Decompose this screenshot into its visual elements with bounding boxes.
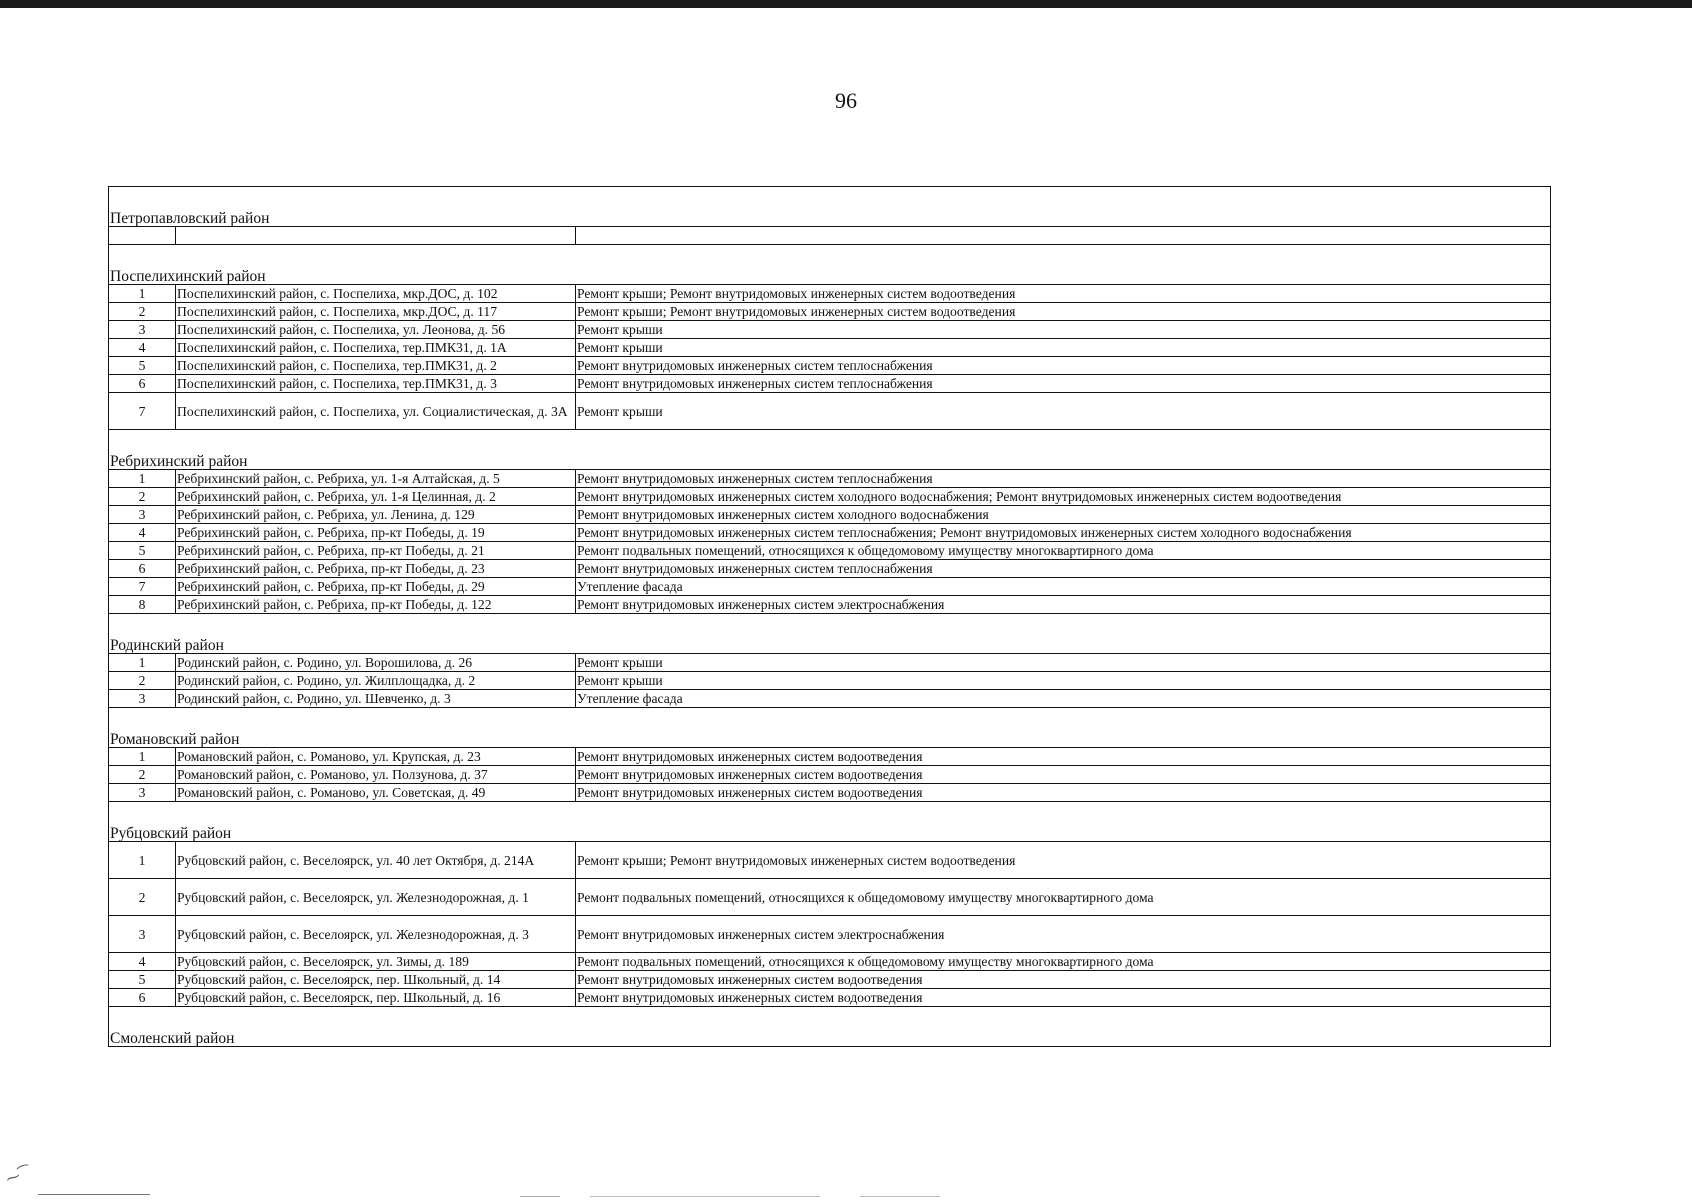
repair-work-type: Ремонт внутридомовых инженерных систем теплоснабжения bbox=[576, 375, 1551, 393]
table-row bbox=[109, 303, 1551, 321]
building-address: Рубцовский район, с. Веселоярск, пер. Школьный, д. 14 bbox=[176, 971, 576, 989]
building-address: Поспелихинский район, с. Поспелиха, ул. Социалистическая, д. 3А bbox=[176, 393, 576, 430]
building-address: Ребрихинский район, с. Ребриха, ул. 1-я Алтайская, д. 5 bbox=[176, 470, 576, 488]
building-address: Родинский район, с. Родино, ул. Ворошилова, д. 26 bbox=[176, 654, 576, 672]
row-number: 7 bbox=[109, 578, 176, 596]
table-row bbox=[109, 596, 1551, 614]
table-row bbox=[109, 971, 1551, 989]
table-row bbox=[109, 690, 1551, 708]
table-row bbox=[109, 393, 1551, 430]
table-row bbox=[109, 470, 1551, 488]
building-address: Рубцовский район, с. Веселоярск, ул. Железнодорожная, д. 1 bbox=[176, 879, 576, 916]
building-address: Ребрихинский район, с. Ребриха, пр-кт Победы, д. 23 bbox=[176, 560, 576, 578]
row-number: 2 bbox=[109, 488, 176, 506]
row-number: 5 bbox=[109, 542, 176, 560]
building-address: Романовский район, с. Романово, ул. Крупская, д. 23 bbox=[176, 748, 576, 766]
repair-work-type: Ремонт внутридомовых инженерных систем теплоснабжения bbox=[576, 357, 1551, 375]
row-number: 1 bbox=[109, 285, 176, 303]
repair-work-type: Ремонт крыши bbox=[576, 654, 1551, 672]
table-row bbox=[109, 748, 1551, 766]
row-number: 8 bbox=[109, 596, 176, 614]
repair-work-type: Ремонт крыши bbox=[576, 393, 1551, 430]
row-number: 3 bbox=[109, 506, 176, 524]
table-row bbox=[109, 375, 1551, 393]
repair-work-type: Ремонт внутридомовых инженерных систем холодного водоснабжения; Ремонт внутридомовых инженерных систем водоотведения bbox=[576, 488, 1551, 506]
blank-cell bbox=[576, 227, 1551, 245]
row-number: 5 bbox=[109, 971, 176, 989]
row-number: 1 bbox=[109, 748, 176, 766]
building-address: Поспелихинский район, с. Поспелиха, ул. Леонова, д. 56 bbox=[176, 321, 576, 339]
district-header-row bbox=[109, 708, 1551, 748]
blank-row bbox=[109, 227, 1551, 245]
district-name: Романовский район bbox=[109, 708, 1551, 748]
building-address: Романовский район, с. Романово, ул. Советская, д. 49 bbox=[176, 784, 576, 802]
district-header-row bbox=[109, 430, 1551, 470]
district-name: Поспелихинский район bbox=[109, 245, 1551, 285]
building-address: Поспелихинский район, с. Поспелиха, тер.ПМК31, д. 1А bbox=[176, 339, 576, 357]
building-address: Ребрихинский район, с. Ребриха, пр-кт Победы, д. 19 bbox=[176, 524, 576, 542]
table-row bbox=[109, 766, 1551, 784]
row-number: 7 bbox=[109, 393, 176, 430]
repair-work-type: Ремонт крыши bbox=[576, 672, 1551, 690]
table-row bbox=[109, 488, 1551, 506]
building-address: Ребрихинский район, с. Ребриха, пр-кт Победы, д. 122 bbox=[176, 596, 576, 614]
repair-work-type: Утепление фасада bbox=[576, 690, 1551, 708]
table-row bbox=[109, 916, 1551, 953]
table-row bbox=[109, 578, 1551, 596]
building-address: Рубцовский район, с. Веселоярск, ул. Железнодорожная, д. 3 bbox=[176, 916, 576, 953]
row-number: 3 bbox=[109, 784, 176, 802]
repair-work-type: Ремонт крыши; Ремонт внутридомовых инженерных систем водоотведения bbox=[576, 303, 1551, 321]
repair-work-type: Ремонт внутридомовых инженерных систем водоотведения bbox=[576, 748, 1551, 766]
table-row bbox=[109, 285, 1551, 303]
row-number: 3 bbox=[109, 690, 176, 708]
blank-cell bbox=[109, 227, 176, 245]
table-row bbox=[109, 879, 1551, 916]
building-address: Романовский район, с. Романово, ул. Ползунова, д. 37 bbox=[176, 766, 576, 784]
district-header-row bbox=[109, 187, 1551, 227]
district-header-row bbox=[109, 614, 1551, 654]
building-address: Поспелихинский район, с. Поспелиха, тер.ПМК31, д. 2 bbox=[176, 357, 576, 375]
building-address: Поспелихинский район, с. Поспелиха, мкр.ДОС, д. 102 bbox=[176, 285, 576, 303]
row-number: 4 bbox=[109, 339, 176, 357]
row-number: 2 bbox=[109, 879, 176, 916]
table-row bbox=[109, 784, 1551, 802]
row-number: 5 bbox=[109, 357, 176, 375]
building-address: Ребрихинский район, с. Ребриха, ул. Ленина, д. 129 bbox=[176, 506, 576, 524]
table-row bbox=[109, 357, 1551, 375]
building-address: Ребрихинский район, с. Ребриха, пр-кт Победы, д. 21 bbox=[176, 542, 576, 560]
table-row bbox=[109, 560, 1551, 578]
table-row bbox=[109, 542, 1551, 560]
district-name: Петропавловский район bbox=[109, 187, 1551, 227]
row-number: 1 bbox=[109, 654, 176, 672]
building-address: Ребрихинский район, с. Ребриха, ул. 1-я Целинная, д. 2 bbox=[176, 488, 576, 506]
table-row bbox=[109, 672, 1551, 690]
building-address: Рубцовский район, с. Веселоярск, ул. Зимы, д. 189 bbox=[176, 953, 576, 971]
row-number: 3 bbox=[109, 321, 176, 339]
row-number: 6 bbox=[109, 989, 176, 1007]
table-row bbox=[109, 989, 1551, 1007]
building-address: Рубцовский район, с. Веселоярск, пер. Школьный, д. 16 bbox=[176, 989, 576, 1007]
table-row bbox=[109, 842, 1551, 879]
row-number: 6 bbox=[109, 375, 176, 393]
district-name: Рубцовский район bbox=[109, 802, 1551, 842]
district-name: Родинский район bbox=[109, 614, 1551, 654]
building-address: Родинский район, с. Родино, ул. Шевченко, д. 3 bbox=[176, 690, 576, 708]
row-number: 3 bbox=[109, 916, 176, 953]
repair-work-type: Ремонт подвальных помещений, относящихся к общедомовому имуществу многоквартирного дома bbox=[576, 879, 1551, 916]
row-number: 1 bbox=[109, 842, 176, 879]
repair-work-type: Ремонт внутридомовых инженерных систем холодного водоснабжения bbox=[576, 506, 1551, 524]
repair-work-type: Ремонт внутридомовых инженерных систем водоотведения bbox=[576, 766, 1551, 784]
repair-work-type: Ремонт внутридомовых инженерных систем электроснабжения bbox=[576, 916, 1551, 953]
repair-work-type: Ремонт крыши bbox=[576, 321, 1551, 339]
repair-work-type: Ремонт подвальных помещений, относящихся к общедомовому имуществу многоквартирного дома bbox=[576, 953, 1551, 971]
district-header-row bbox=[109, 802, 1551, 842]
repair-work-type: Ремонт внутридомовых инженерных систем теплоснабжения; Ремонт внутридомовых инженерных систем холодного водоснабжения bbox=[576, 524, 1551, 542]
building-address: Родинский район, с. Родино, ул. Жилплощадка, д. 2 bbox=[176, 672, 576, 690]
row-number: 2 bbox=[109, 672, 176, 690]
district-header-row bbox=[109, 1007, 1551, 1047]
building-address: Рубцовский район, с. Веселоярск, ул. 40 лет Октября, д. 214А bbox=[176, 842, 576, 879]
scan-bottom-marks bbox=[0, 1160, 1692, 1200]
scan-top-edge bbox=[0, 0, 1692, 8]
page-number: 96 bbox=[835, 88, 857, 113]
row-number: 4 bbox=[109, 524, 176, 542]
district-name: Смоленский район bbox=[109, 1007, 1551, 1047]
repair-work-type: Ремонт подвальных помещений, относящихся к общедомовому имуществу многоквартирного дома bbox=[576, 542, 1551, 560]
repair-work-type: Ремонт крыши bbox=[576, 339, 1551, 357]
table-row bbox=[109, 654, 1551, 672]
repair-work-type: Утепление фасада bbox=[576, 578, 1551, 596]
building-address: Поспелихинский район, с. Поспелиха, мкр.ДОС, д. 117 bbox=[176, 303, 576, 321]
repair-work-type: Ремонт внутридомовых инженерных систем водоотведения bbox=[576, 784, 1551, 802]
repair-work-type: Ремонт внутридомовых инженерных систем теплоснабжения bbox=[576, 470, 1551, 488]
repair-work-type: Ремонт внутридомовых инженерных систем водоотведения bbox=[576, 989, 1551, 1007]
building-address: Поспелихинский район, с. Поспелиха, тер.ПМК31, д. 3 bbox=[176, 375, 576, 393]
district-header-row bbox=[109, 245, 1551, 285]
row-number: 2 bbox=[109, 766, 176, 784]
registry-body bbox=[109, 187, 1551, 1047]
repair-work-type: Ремонт внутридомовых инженерных систем водоотведения bbox=[576, 971, 1551, 989]
table-row bbox=[109, 953, 1551, 971]
repair-work-type: Ремонт внутридомовых инженерных систем электроснабжения bbox=[576, 596, 1551, 614]
district-name: Ребрихинский район bbox=[109, 430, 1551, 470]
building-address: Ребрихинский район, с. Ребриха, пр-кт Победы, д. 29 bbox=[176, 578, 576, 596]
repair-registry-table bbox=[108, 186, 1551, 1047]
row-number: 2 bbox=[109, 303, 176, 321]
row-number: 1 bbox=[109, 470, 176, 488]
repair-work-type: Ремонт крыши; Ремонт внутридомовых инженерных систем водоотведения bbox=[576, 842, 1551, 879]
blank-cell bbox=[176, 227, 576, 245]
handwritten-mark: ⁓⁀ bbox=[4, 1165, 34, 1188]
row-number: 4 bbox=[109, 953, 176, 971]
table-row bbox=[109, 524, 1551, 542]
table-row bbox=[109, 506, 1551, 524]
table-row bbox=[109, 339, 1551, 357]
repair-work-type: Ремонт крыши; Ремонт внутридомовых инженерных систем водоотведения bbox=[576, 285, 1551, 303]
row-number: 6 bbox=[109, 560, 176, 578]
repair-work-type: Ремонт внутридомовых инженерных систем теплоснабжения bbox=[576, 560, 1551, 578]
table-row bbox=[109, 321, 1551, 339]
